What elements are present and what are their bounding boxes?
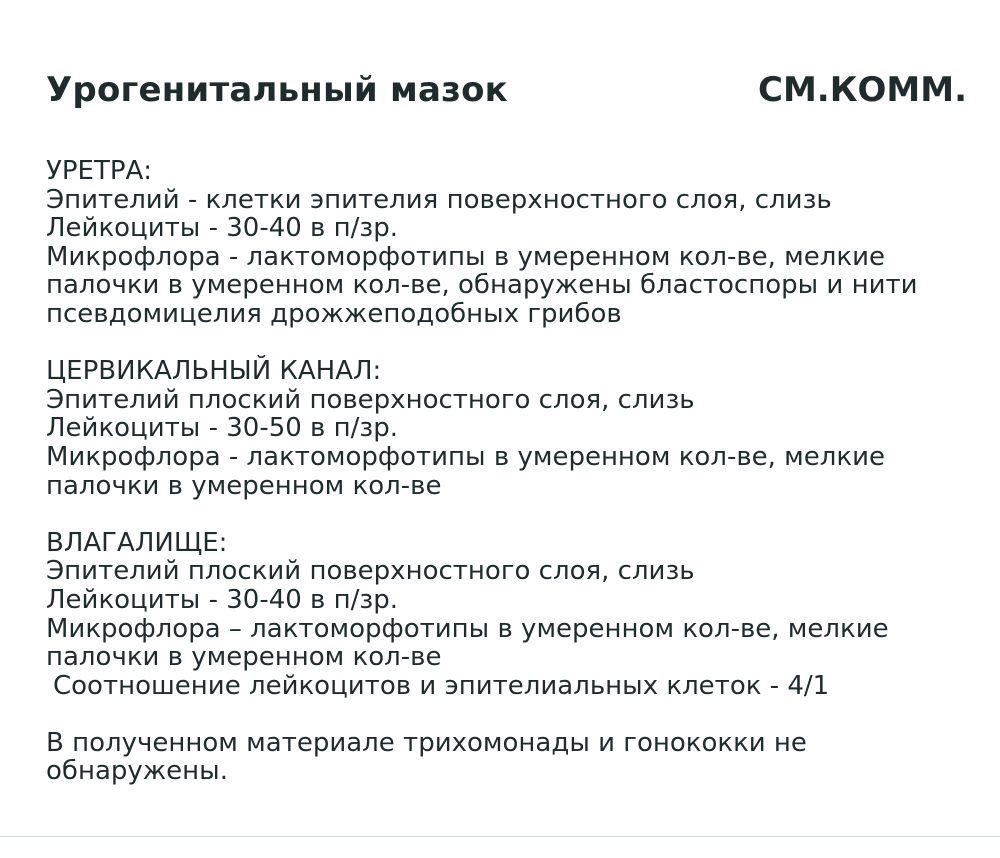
status-label: СМ.КОММ. <box>758 70 967 110</box>
urethra-microflora-line-1: Микрофлора - лактоморфотипы в умеренном кол-ве, мелкие <box>46 241 886 272</box>
vagina-leukocytes: Лейкоциты - 30-40 в п/зр. <box>46 584 398 615</box>
urethra-section <box>46 157 966 329</box>
conclusion-text <box>46 729 876 786</box>
cervical-microflora-line-1: Микрофлора - лактоморфотипы в умеренном кол-ве, мелкие <box>46 441 886 472</box>
result-header <box>46 66 971 114</box>
vagina-microflora-line-2: палочки в умеренном кол-ве <box>46 642 442 673</box>
cervical-canal-section <box>46 357 966 500</box>
conclusion-line-2: обнаружены. <box>46 756 228 787</box>
vagina-epithelium: Эпителий плоский поверхностного слоя, слизь <box>46 556 695 587</box>
urethra-epithelium: Эпителий - клетки эпителия поверхностного слоя, слизь <box>46 184 832 215</box>
cervical-epithelium: Эпителий плоский поверхностного слоя, слизь <box>46 384 695 415</box>
test-title: Урогенитальный мазок <box>46 70 508 110</box>
section-heading-vagina: ВЛАГАЛИЩЕ: <box>46 527 228 558</box>
conclusion-line-1: В полученном материале трихомонады и гонококки не <box>46 727 807 758</box>
result-content <box>46 157 966 815</box>
cervical-leukocytes: Лейкоциты - 30-50 в п/зр. <box>46 413 398 444</box>
vagina-section <box>46 529 966 701</box>
cervical-microflora-line-2: палочки в умеренном кол-ве <box>46 470 442 501</box>
urethra-microflora-line-2: палочки в умеренном кол-ве, обнаружены бластоспоры и нити <box>46 270 918 301</box>
vagina-cell-ratio: Соотношение лейкоцитов и эпителиальных клеток - 4/1 <box>53 670 830 701</box>
vagina-microflora-line-1: Микрофлора – лактоморфотипы в умеренном кол-ве, мелкие <box>46 613 889 644</box>
section-heading-cervical-canal: ЦЕРВИКАЛЬНЫЙ КАНАЛ: <box>46 356 382 387</box>
bottom-divider <box>0 836 1000 837</box>
section-heading-urethra: УРЕТРА: <box>46 156 153 186</box>
urethra-microflora-line-3: псевдомицелия дрожжеподобных грибов <box>46 298 622 329</box>
urethra-leukocytes: Лейкоциты - 30-40 в п/зр. <box>46 213 398 244</box>
